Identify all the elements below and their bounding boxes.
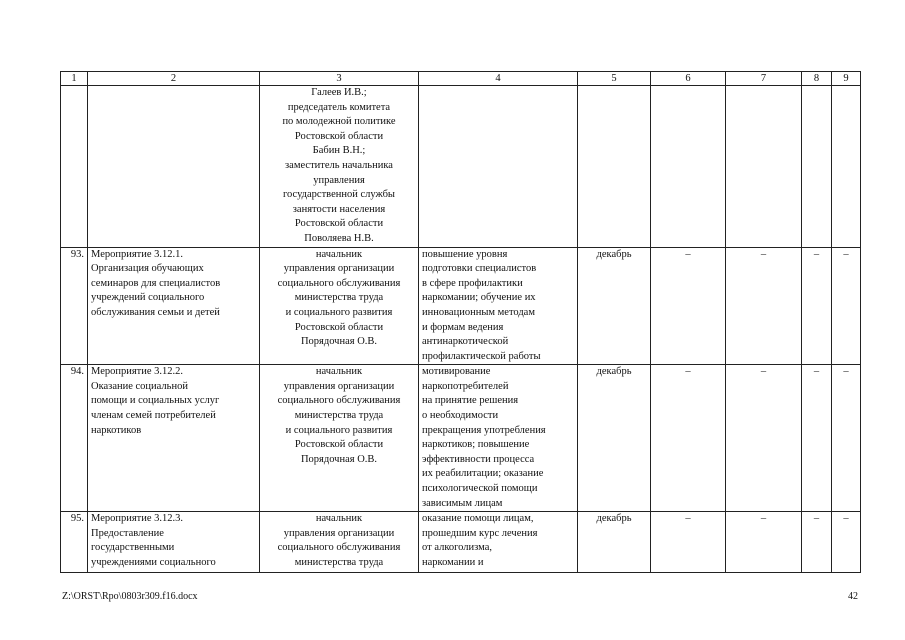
text-line: управления организации: [283, 527, 395, 539]
text-line: Бабин В.Н.;: [312, 145, 366, 157]
measure-cell: [88, 365, 260, 512]
header-row: [61, 72, 861, 86]
text-line: Предоставление: [91, 527, 164, 539]
header-cell: 1: [61, 72, 88, 86]
text-line: министерства труда: [294, 557, 384, 568]
value-cell: –: [802, 365, 832, 512]
header-cell: 8: [802, 72, 832, 86]
text-line: на принятие решения: [422, 395, 519, 407]
text-line: социального обслуживания: [277, 395, 401, 407]
header-cell: 9: [832, 72, 861, 86]
text-line: профилактической работы: [422, 350, 541, 362]
text-line: зависимым лицам: [422, 497, 503, 509]
text-line: инновационным методам: [422, 306, 535, 318]
deadline-cell: декабрь: [578, 247, 651, 365]
page-number: 42: [848, 591, 858, 602]
text-line: Порядочная О.В.: [300, 453, 378, 465]
text-line: по молодежной политике: [282, 116, 396, 128]
result-cell: [419, 365, 578, 512]
text-line: начальник: [315, 366, 363, 378]
text-line: Ростовской области: [294, 218, 384, 230]
result-cell: [419, 247, 578, 365]
text-line: Порядочная О.В.: [300, 336, 378, 348]
measure-cell: [88, 512, 260, 573]
text-line: наркотиков: [91, 424, 142, 436]
text-line: их реабилитации; оказание: [422, 468, 544, 480]
table-row: [61, 247, 861, 365]
text-line: государственной службы: [283, 189, 395, 201]
text-line: повышение уровня: [422, 248, 508, 260]
text-line: учреждениями социального: [91, 557, 216, 568]
text-line: эффективности процесса: [422, 453, 535, 465]
header-cell: 4: [419, 72, 578, 86]
text-line: наркомании; обучение их: [422, 292, 536, 304]
text-line: и социального развития: [285, 306, 393, 318]
header-cell: 3: [260, 72, 419, 86]
text-line: помощи и социальных услуг: [91, 395, 220, 407]
value-cell: –: [832, 247, 861, 365]
text-line: оказание помощи лицам,: [422, 513, 534, 525]
row-number: 93.: [61, 247, 88, 365]
table-row: [61, 512, 861, 573]
text-line: социального обслуживания: [277, 542, 401, 554]
text-line: управления: [313, 174, 365, 186]
text-line: министерства труда: [294, 410, 384, 422]
text-line: начальник: [315, 248, 363, 260]
text-line: Мероприятие 3.12.3.: [91, 513, 184, 525]
value-cell: –: [726, 365, 802, 512]
responsible-cell: [260, 365, 419, 512]
value-cell: –: [802, 512, 832, 573]
measures-table: [60, 71, 861, 573]
value-cell: –: [651, 365, 726, 512]
text-line: Ростовской области: [294, 321, 384, 333]
value-cell: –: [832, 365, 861, 512]
text-line: управления организации: [283, 263, 395, 275]
row-number: 95.: [61, 512, 88, 573]
value-cell: –: [832, 512, 861, 573]
text-line: Поволяева Н.В.: [304, 232, 374, 244]
text-line: наркомании и: [422, 557, 484, 568]
table-row-continuation: [61, 86, 861, 248]
measure-cell: [88, 247, 260, 365]
text-line: занятости населения: [292, 203, 386, 215]
header-cell: 2: [88, 72, 260, 86]
responsible-cell: [260, 512, 419, 573]
deadline-cell: декабрь: [578, 512, 651, 573]
text-line: Оказание социальной: [91, 380, 188, 392]
text-line: Ростовской области: [294, 130, 384, 142]
value-cell: –: [651, 247, 726, 365]
text-line: учреждений социального: [91, 292, 205, 304]
text-line: и социального развития: [285, 424, 393, 436]
value-cell: –: [802, 247, 832, 365]
text-line: о необходимости: [422, 410, 499, 422]
text-line: начальник: [315, 513, 363, 525]
header-cell: 5: [578, 72, 651, 86]
text-line: антинаркотической: [422, 336, 509, 348]
text-line: Ростовской области: [294, 439, 384, 451]
responsible-cell: [260, 86, 419, 248]
text-line: Мероприятие 3.12.2.: [91, 366, 184, 378]
deadline-cell: декабрь: [578, 365, 651, 512]
text-line: в сфере профилактики: [422, 277, 523, 289]
text-line: прекращения употребления: [422, 424, 546, 436]
table-row: [61, 365, 861, 512]
responsible-cell: [260, 247, 419, 365]
text-line: председатель комитета: [287, 101, 391, 113]
header-cell: 7: [726, 72, 802, 86]
text-line: государственными: [91, 542, 175, 554]
value-cell: –: [651, 512, 726, 573]
header-cell: 6: [651, 72, 726, 86]
result-cell: [419, 512, 578, 573]
text-line: Организация обучающих: [91, 263, 204, 275]
text-line: Галеев И.В.;: [311, 87, 367, 98]
text-line: и формам ведения: [422, 321, 504, 333]
text-line: психологической помощи: [422, 483, 538, 495]
text-line: прошедшим курс лечения: [422, 527, 538, 539]
text-line: заместитель начальника: [285, 159, 393, 171]
text-line: Мероприятие 3.12.1.: [91, 248, 184, 260]
text-line: социального обслуживания: [277, 277, 401, 289]
row-number: 94.: [61, 365, 88, 512]
value-cell: –: [726, 247, 802, 365]
text-line: обслуживания семьи и детей: [91, 306, 220, 318]
text-line: членам семей потребителей: [91, 410, 216, 422]
text-line: наркопотребителей: [422, 380, 509, 392]
text-line: от алкоголизма,: [422, 542, 493, 554]
text-line: мотивирование: [422, 366, 491, 378]
text-line: министерства труда: [294, 292, 384, 304]
file-path: Z:\ORST\Rpo\0803r309.f16.docx: [62, 591, 198, 602]
text-line: наркотиков; повышение: [422, 439, 530, 451]
text-line: подготовки специалистов: [422, 263, 537, 275]
text-line: управления организации: [283, 380, 395, 392]
value-cell: –: [726, 512, 802, 573]
text-line: семинаров для специалистов: [91, 277, 221, 289]
